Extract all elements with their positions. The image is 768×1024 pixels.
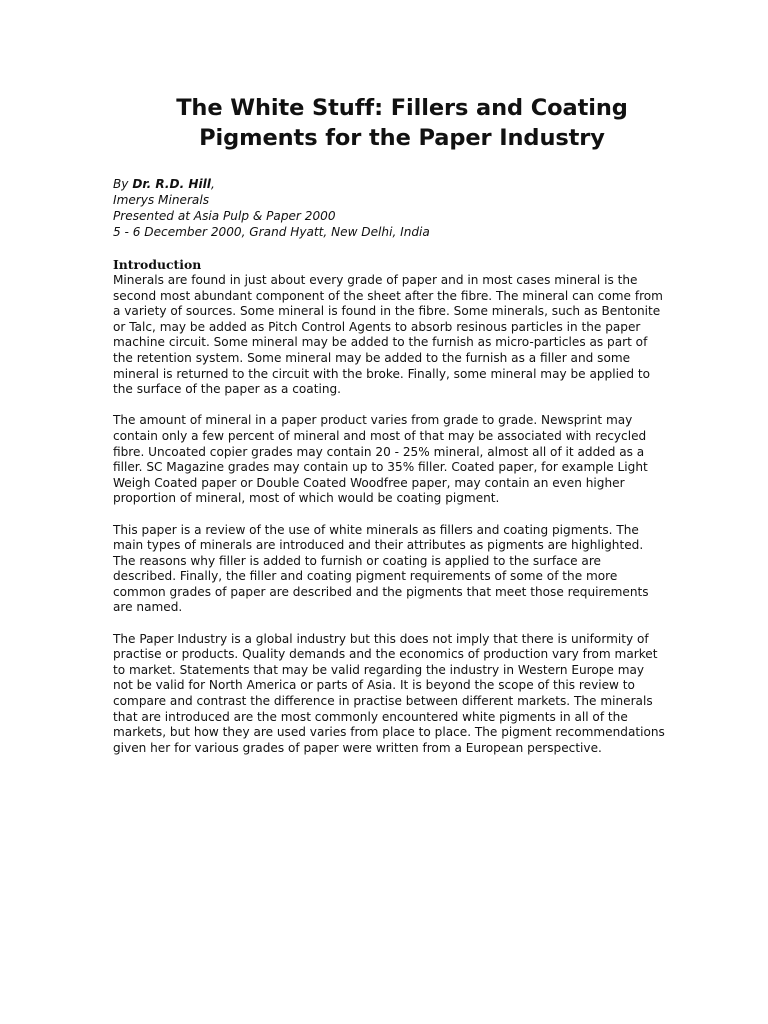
paragraph-line: second most abundant component of the sheet after the fibre. The mineral can come from (113, 288, 663, 303)
paragraph-line: markets, but how they are used varies from place to place. The pigment recommendations (113, 725, 665, 740)
presented-at: Presented at Asia Pulp & Paper 2000 (113, 209, 336, 223)
paragraph (113, 273, 691, 398)
paragraph (113, 632, 691, 757)
byline (113, 176, 691, 240)
paragraph-line: compare and contrast the difference in practise between different markets. The minerals (113, 694, 653, 709)
paragraph-line: Minerals are found in just about every grade of paper and in most cases mineral is the (113, 273, 638, 287)
paragraph-line: This paper is a review of the use of white minerals as fillers and coating pigments. The (113, 522, 639, 537)
paragraph-line: The amount of mineral in a paper product varies from grade to grade. Newsprint may (113, 413, 633, 428)
paragraph-line: fibre. Uncoated copier grades may contain 20 - 25% mineral, almost all of it added as a (113, 444, 645, 459)
paragraph-line: common grades of paper are described and the pigments that meet those requirements (113, 584, 649, 599)
paragraph-line: that are introduced are the most commonly encountered white pigments in all of the (113, 709, 628, 724)
document-title (113, 93, 691, 153)
paragraph-line: to market. Statements that may be valid regarding the industry in Western Europe may (113, 662, 645, 677)
paragraph-line: filler. SC Magazine grades may contain up to 35% filler. Coated paper, for example Light (113, 460, 648, 475)
author-comma: , (210, 177, 215, 191)
document-page (113, 93, 691, 756)
paragraph-line: the surface of the paper as a coating. (113, 382, 342, 397)
paragraph-line: a variety of sources. Some mineral is found in the fibre. Some minerals, such as Bentonite (113, 304, 661, 319)
paragraph (113, 413, 691, 507)
paragraph-line: The Paper Industry is a global industry but this does not imply that there is uniformity of (113, 631, 649, 646)
author-line (113, 176, 691, 192)
section-heading-introduction: Introduction (113, 257, 202, 272)
event-date-location: 5 - 6 December 2000, Grand Hyatt, New Delhi, India (113, 225, 430, 239)
title-line-1: The White Stuff: Fillers and Coating (176, 95, 628, 121)
paragraph-line: main types of minerals are introduced and their attributes as pigments are highlighted. (113, 538, 644, 553)
paragraph-line: proportion of mineral, most of which would be coating pigment. (113, 491, 500, 506)
paragraph-line: The reasons why filler is added to furnish or coating is applied to the surface are (113, 553, 601, 568)
company-name: Imerys Minerals (113, 193, 210, 207)
paragraph-line: machine circuit. Some mineral may be added to the furnish as micro-particles as part of (113, 335, 648, 350)
paragraph-line: or Talc, may be added as Pitch Control Agents to absorb resinous particles in the paper (113, 319, 641, 334)
paragraph-line: given her for various grades of paper were written from a European perspective. (113, 740, 602, 755)
paragraph-line: contain only a few percent of mineral and most of that may be associated with recycled (113, 428, 647, 443)
paragraph-line: Weigh Coated paper or Double Coated Woodfree paper, may contain an even higher (113, 475, 625, 490)
paragraph (113, 523, 691, 617)
title-line-2: Pigments for the Paper Industry (199, 125, 605, 151)
paragraph-line: not be valid for North America or parts of Asia. It is beyond the scope of this review to (113, 678, 635, 693)
paragraph-line: are named. (113, 600, 183, 615)
by-label: By (113, 177, 133, 191)
paragraph-line: mineral is returned to the circuit with the broke. Finally, some mineral may be applied to (113, 366, 651, 381)
author-name: Dr. R.D. Hill (132, 177, 211, 191)
paragraph-line: practise or products. Quality demands and the economics of production vary from market (113, 647, 658, 662)
paragraph-line: described. Finally, the filler and coating pigment requirements of some of the more (113, 569, 618, 584)
paragraph-line: the retention system. Some mineral may be added to the furnish as a filler and some (113, 350, 631, 365)
